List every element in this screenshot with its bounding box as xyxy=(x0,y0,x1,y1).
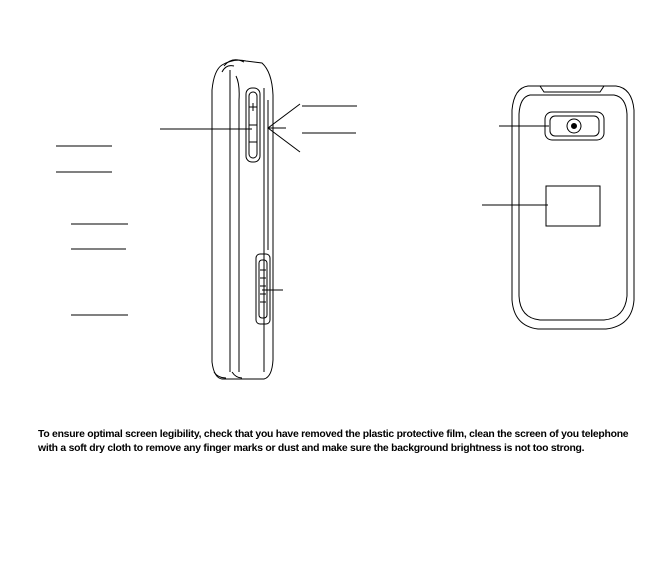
connector-ribs xyxy=(260,270,266,302)
back-outline xyxy=(512,86,634,329)
camera-lens-center xyxy=(572,124,577,129)
side-connector-inner xyxy=(259,260,267,318)
callout-lines xyxy=(56,104,549,315)
phone-back-view xyxy=(512,86,634,329)
phone-side-view xyxy=(212,60,273,379)
volume-up-mark xyxy=(249,103,257,111)
external-display xyxy=(546,186,600,226)
hinge-inner xyxy=(222,66,234,72)
side-connector xyxy=(256,254,270,324)
back-hinge-top xyxy=(540,86,604,92)
legibility-note: To ensure optimal screen legibility, check that you have removed the plastic protective film, clean the screen of you telephone with a soft dry cloth to remove any finger marks or dust and make sure the background brightness is not too strong. xyxy=(38,429,629,454)
fold-line-inner xyxy=(236,76,239,372)
bottom-step-2 xyxy=(232,372,242,378)
